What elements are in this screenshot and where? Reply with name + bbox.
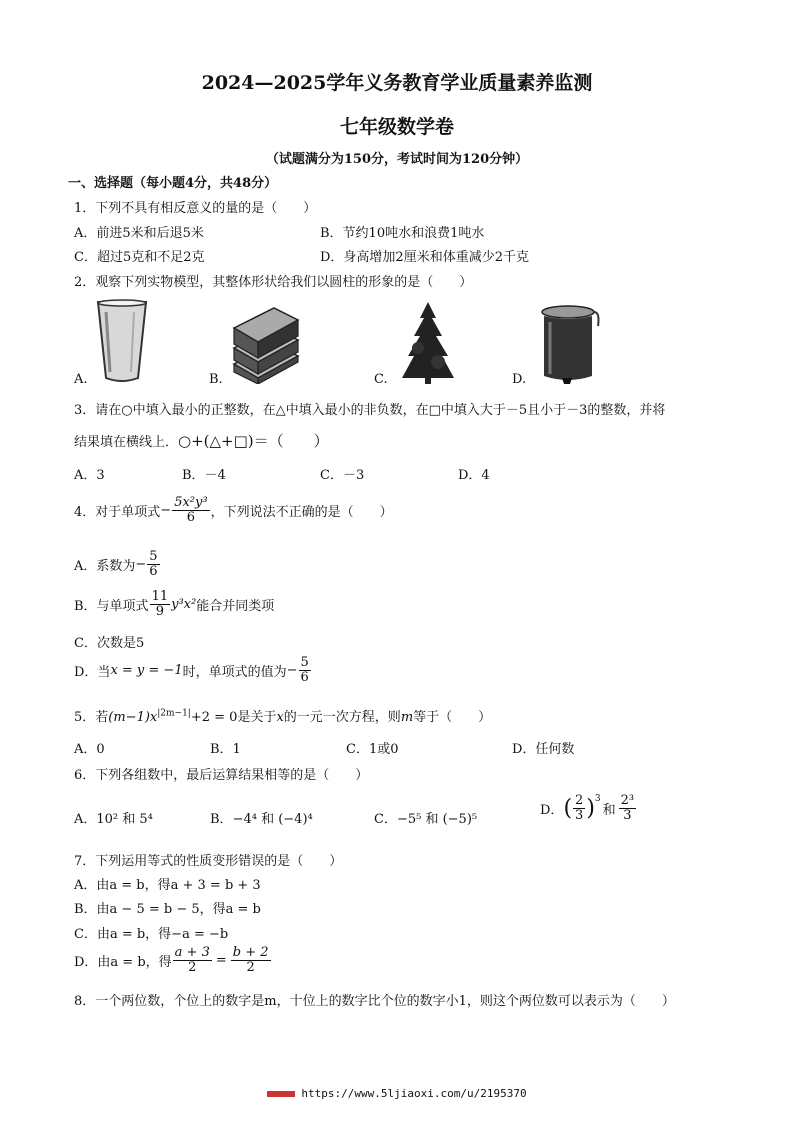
question-3-stem: 3．请在○中填入最小的正整数，在△中填入最小的非负数，在□中填入大于－5且小于－3的整数，并将	[74, 403, 666, 418]
question-5-post: 等于（ ）	[413, 710, 492, 725]
question-4-d-neg: −	[286, 662, 298, 678]
question-4-fraction	[172, 496, 209, 524]
question-7-d-num1: a + 3	[174, 945, 210, 960]
question-1-option-c: C．超过5克和不足2克	[74, 250, 205, 265]
footer-logo-icon	[267, 1091, 295, 1097]
question-3-option-d: D．4	[458, 468, 490, 483]
question-2-stem: 2．观察下列实物模型，其整体形状给我们以圆柱的形象的是（ ）	[74, 275, 473, 290]
trash-can-icon	[538, 302, 602, 386]
footer-url-text[interactable]: https://www.5ljiaoxi.com/u/2195370	[301, 1087, 527, 1100]
question-4-b-pre: B．与单项式	[74, 598, 149, 614]
question-4-d-expr: x = y = −1	[110, 662, 183, 678]
question-7-d-den1: 2	[188, 959, 197, 975]
question-5-expr2: +2 = 0	[190, 710, 238, 725]
question-4-stem-pre: 4．对于单项式	[74, 504, 161, 520]
question-4-frac-den: 6	[186, 509, 196, 525]
question-7-d-fraction2	[231, 946, 271, 974]
footer-url[interactable]	[0, 1087, 794, 1100]
question-5-expr: (m−1)x	[108, 710, 158, 725]
question-6-b-pre: B．	[210, 812, 233, 827]
question-7-d-fraction1	[173, 946, 212, 974]
question-6-a-pre: A．	[74, 812, 97, 827]
page-subtitle: 七年级数学卷	[339, 116, 454, 138]
question-4-a-fraction	[147, 550, 159, 578]
question-5-exponent: |2m−1|	[157, 708, 191, 719]
question-4-d-mid: 时，单项式的值为	[182, 664, 287, 680]
question-3-option-a: A．3	[74, 468, 105, 483]
question-6-d-and: 和	[602, 802, 616, 818]
question-7-d-den2: 2	[246, 959, 255, 975]
page-title: 2024—2025学年义务教育学业质量素养监测	[201, 72, 593, 94]
question-6-d-exp1: 3	[594, 794, 601, 804]
question-4-frac-num: 5x²y³	[174, 495, 208, 510]
question-7-option-a: A．由a = b，得a + 3 = b + 3	[74, 878, 261, 893]
question-3-stem-line2	[74, 430, 329, 451]
question-6-d-fraction2	[619, 794, 636, 822]
question-5-var2: m	[400, 710, 414, 725]
question-5-stem-pre: 5．若	[74, 710, 109, 725]
question-6-d-den2: 3	[623, 807, 632, 823]
question-6-stem: 6．下列各组数中，最后运算结果相等的是（ ）	[74, 768, 369, 783]
question-4-b-expr: y³x²	[171, 596, 197, 612]
question-5-option-c: C．1或0	[346, 742, 399, 757]
question-6-c-pre: C．	[374, 812, 397, 827]
question-4-stem-post: ，下列说法不正确的是（ ）	[210, 504, 393, 520]
question-2-option-a: A.	[74, 372, 88, 387]
question-7-option-c: C．由a = b，得−a = −b	[74, 927, 229, 942]
question-6-option-a	[74, 808, 153, 827]
question-2-option-c: C.	[374, 372, 388, 387]
question-5-mid2: 的一元一次方程，则	[283, 710, 401, 725]
question-7-stem: 7．下列运用等式的性质变形错误的是（ ）	[74, 854, 343, 869]
tree-icon	[398, 300, 458, 386]
question-6-c-expr: −5⁵ 和 (−5)⁵	[396, 812, 478, 827]
question-3-expression: ○+(△+□)＝（ ）	[178, 432, 329, 450]
question-4-option-c: C．次数是5	[74, 636, 145, 651]
exam-note: （试题满分为150分，考试时间为120分钟）	[265, 152, 529, 167]
section-heading: 一、选择题（每小题4分，共48分）	[68, 176, 278, 191]
question-6-b-expr: −4⁴ 和 (−4)⁴	[232, 812, 313, 827]
question-3-option-c: C．－3	[320, 468, 365, 483]
question-4-a-den: 6	[149, 563, 158, 579]
question-7-d-pre: D．由a = b，得	[74, 954, 172, 970]
question-4-stem	[74, 496, 393, 524]
question-4-d-den: 6	[300, 669, 309, 685]
question-4-option-d	[74, 656, 312, 684]
question-1-option-d: D．身高增加2厘米和体重减少2千克	[320, 250, 529, 265]
question-6-option-d: D． ( $\frac{2}{3}$ ) $^3$ 和 $\frac{\text{2³}}{3}$	[540, 793, 635, 823]
question-6-d-den1: 3	[575, 807, 584, 823]
question-4-b-post: 能合并同类项	[196, 598, 275, 614]
question-5-var: x	[276, 710, 284, 725]
question-3-option-b: B．－4	[182, 468, 226, 483]
books-icon	[228, 304, 304, 384]
question-7-option-d	[74, 946, 272, 974]
question-1-stem: 1．下列不具有相反意义的量的是（ ）	[74, 201, 317, 216]
question-6-option-b	[210, 808, 313, 827]
question-6-d-num1: 2	[575, 793, 584, 808]
question-6-d-pre: D．	[540, 802, 564, 818]
question-8-stem: 8．一个两位数，个位上的数字是m，十位上的数字比个位的数字小1，则这个两位数可以表示为（ ）	[74, 994, 675, 1009]
question-4-d-fraction	[299, 656, 311, 684]
question-4-d-pre: D．当	[74, 664, 111, 680]
question-4-a-num: 5	[149, 549, 158, 564]
question-3-stem2: 结果填在横线上．	[74, 435, 179, 450]
question-4-d-num: 5	[300, 655, 309, 670]
question-6-a-expr: 10² 和 5⁴	[96, 812, 153, 827]
question-1-option-a: A．前进5米和后退5米	[74, 226, 204, 241]
glass-icon	[94, 298, 150, 386]
question-4-b-fraction	[150, 590, 171, 618]
question-2-option-b: B.	[209, 372, 223, 387]
question-6-d-fraction1	[573, 794, 585, 822]
question-1-option-b: B．节约10吨水和浪费1吨水	[320, 226, 485, 241]
question-7-d-eq: =	[215, 952, 227, 968]
question-5-mid: 是关于	[237, 710, 277, 725]
question-4-b-den: 9	[155, 603, 164, 619]
question-5-stem	[74, 706, 491, 725]
question-4-option-a	[74, 550, 161, 578]
question-4-neg-sign: −	[160, 502, 172, 518]
question-5-option-a: A．0	[74, 742, 105, 757]
question-6-option-c	[374, 808, 477, 827]
question-5-option-d: D．任何数	[512, 742, 575, 757]
question-7-option-b: B．由a − 5 = b − 5，得a = b	[74, 902, 261, 917]
question-4-option-b	[74, 590, 274, 618]
question-5-option-b: B．1	[210, 742, 241, 757]
question-6-d-num2: 2³	[620, 793, 635, 808]
question-4-a-neg: −	[135, 556, 147, 572]
question-2-option-d: D.	[512, 372, 527, 387]
question-7-d-num2: b + 2	[232, 945, 269, 960]
question-4-b-num: 11	[151, 589, 169, 604]
question-4-a-pre: A．系数为	[74, 558, 136, 574]
